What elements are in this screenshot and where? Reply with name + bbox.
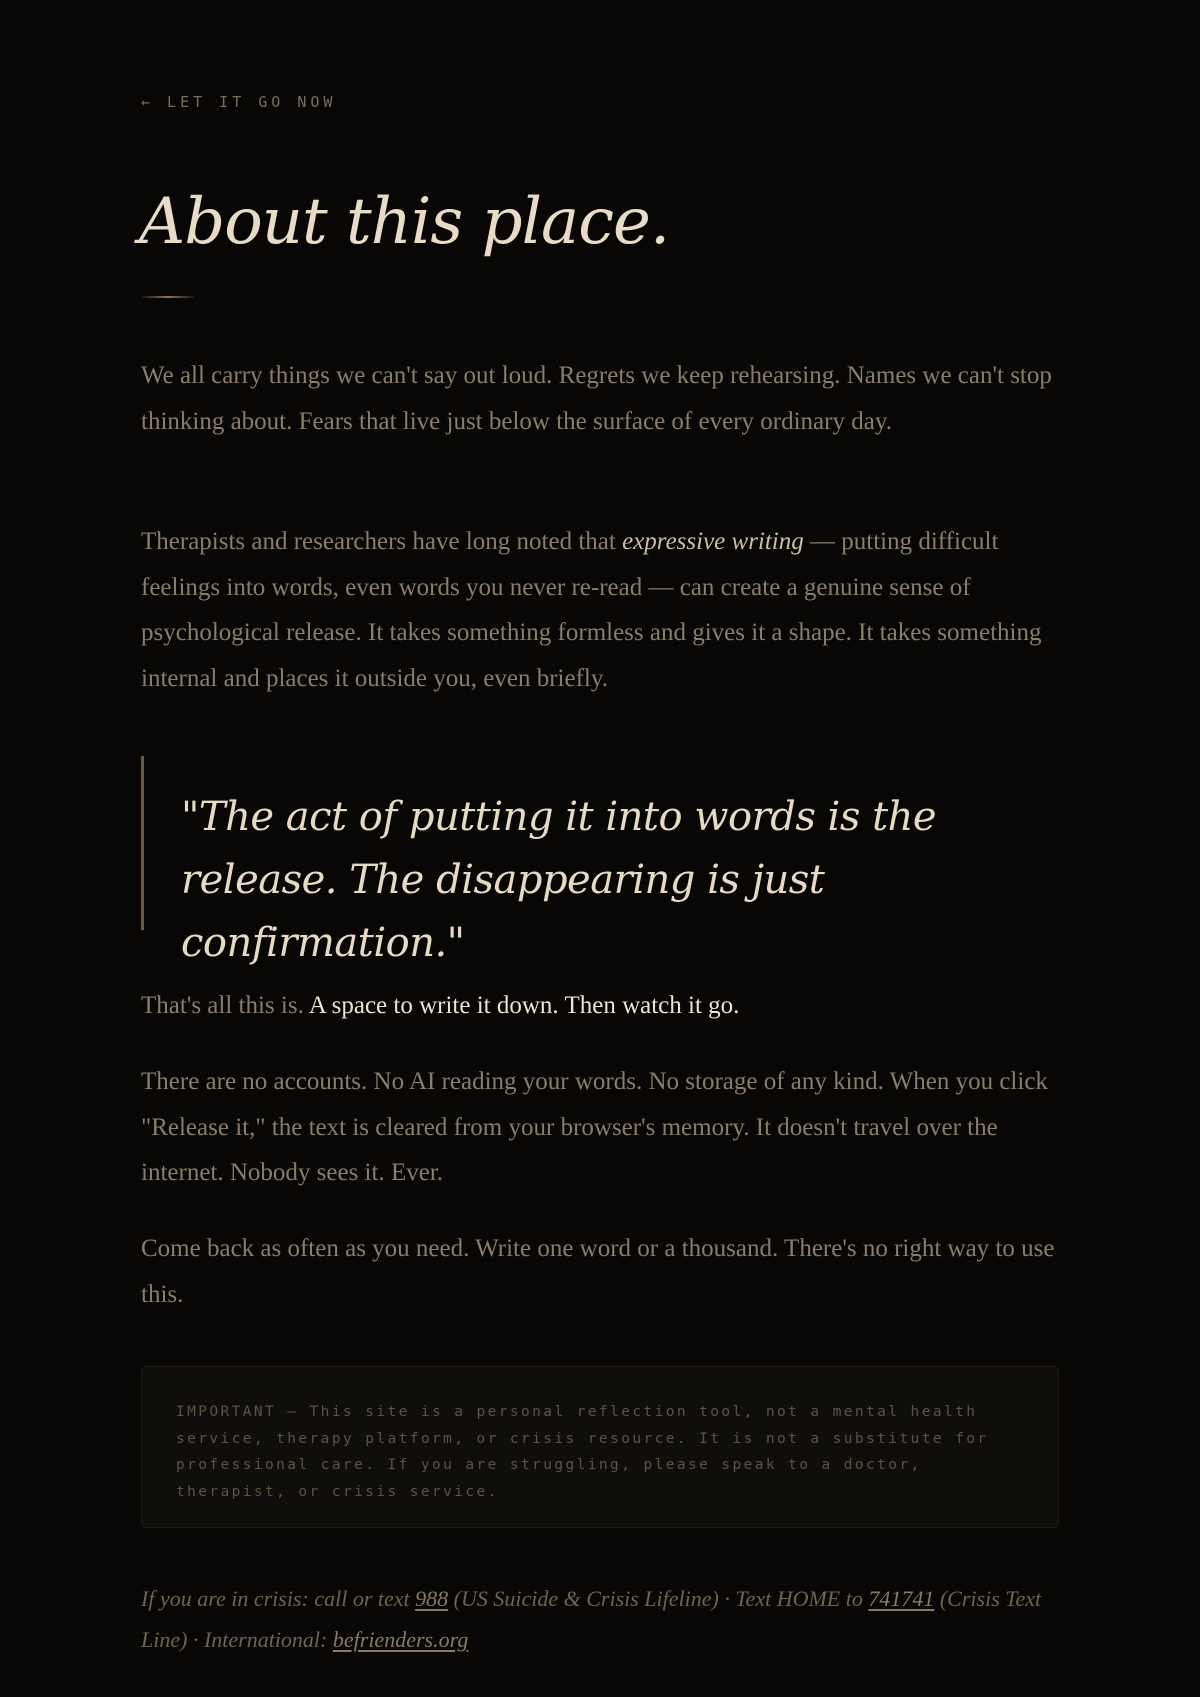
return-paragraph: Come back as often as you need. Write one word or a thousand. There's no right way to use this.	[141, 1235, 1055, 1308]
title-divider	[141, 296, 195, 298]
paragraph-text: — putting difficult feelings into words, even words you never re-read — can create a genuine sense of psychological release. It takes something formless and gives it a shape. It takes something internal and places it outside you, even briefly.	[141, 528, 1042, 692]
summary-highlight: A space to write it down. Then watch it go.	[308, 992, 740, 1019]
crisis-text-line-link[interactable]: 741741	[868, 1586, 935, 1611]
page-title: About this place.	[139, 185, 670, 259]
pull-quote	[141, 756, 1059, 966]
paragraph-text: Therapists and researchers have long noted that	[141, 528, 623, 555]
back-link[interactable]: ← LET IT GO NOW	[141, 93, 337, 111]
expressive-writing-paragraph	[141, 519, 1059, 701]
intro-paragraph: We all carry things we can't say out loud. Regrets we keep rehearsing. Names we can't stop thinking about. Fears that live just below the surface of every ordinary day.	[141, 362, 1052, 435]
lifeline-name: (US Suicide & Crisis Lifeline) · Text HOME to	[448, 1586, 869, 1611]
lifeline-988-link[interactable]: 988	[415, 1586, 449, 1611]
summary-lead: That's all this is.	[141, 992, 309, 1019]
privacy-paragraph: There are no accounts. No AI reading your words. No storage of any kind. When you click "Release it," the text is cleared from your browser's memory. It doesn't travel over the internet. Nobody sees it. Ever.	[141, 1068, 1048, 1186]
summary-paragraph	[141, 983, 1059, 1029]
crisis-lead: If you are in crisis: call or text	[141, 1586, 416, 1611]
befrienders-link[interactable]: befrienders.org	[332, 1627, 469, 1652]
crisis-resources	[141, 1578, 1059, 1660]
text-line-name: (Crisis Text Line) · International:	[141, 1586, 1042, 1652]
disclaimer-text: IMPORTANT — This site is a personal reflection tool, not a mental health service, therapy platform, or crisis resource. It is not a substitute for professional care. If you are struggling, please speak to a doctor, therapist, or crisis service.	[176, 1404, 989, 1500]
pull-quote-text: "The act of putting it into words is the release. The disappearing is just confirmation."	[181, 794, 937, 966]
expressive-writing-emphasis: expressive writing	[622, 528, 804, 555]
disclaimer-box	[141, 1366, 1059, 1528]
